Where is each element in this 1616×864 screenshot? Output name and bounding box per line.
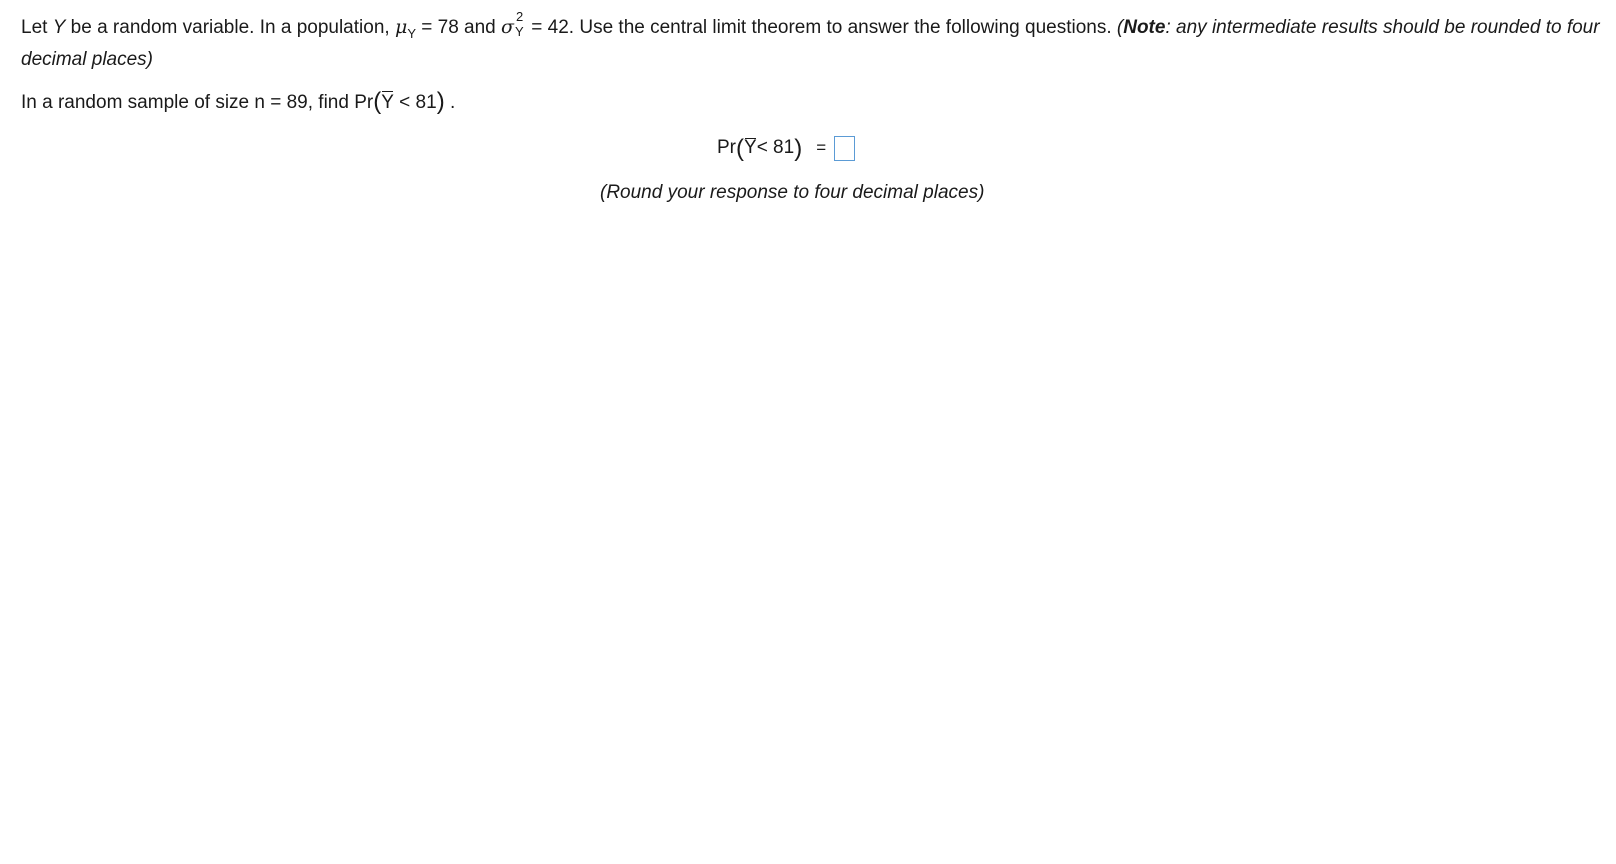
note-label: Note [1123,17,1166,38]
sigma-sup-sub [515,9,526,39]
answer-pr-label: Pr [717,137,736,158]
intro-text-2: be a random variable. In a population, [65,17,395,38]
question-suffix: . [449,92,456,113]
answer-ybar: Y [744,137,757,158]
answer-input[interactable] [834,136,855,161]
sigma-superscript: 2 [516,9,524,24]
sigma-subscript: Y [515,24,524,39]
variable-y: Y [52,17,66,38]
answer-paren-close: ) [794,135,803,162]
round-instruction: (Round your response to four decimal places) [600,182,985,203]
problem-statement [21,9,1601,75]
note-text: : any intermediate results should be rounded to four decimal places) [21,17,1600,70]
sigma-equation: = 42. Use the central limit theorem to answer the following questions. [526,17,1117,38]
sigma-symbol: σ [501,16,515,38]
question-prefix: In a random sample of size n = 89, find Pr [21,92,374,113]
question-ybar: Y [381,90,394,116]
question-paren-close: ) [436,88,445,115]
answer-paren-open: ( [736,135,744,162]
question-paren-open: ( [373,88,382,115]
question-text [21,88,455,116]
mu-subscript: Y [407,26,416,41]
question-condition: < 81 [393,92,437,113]
answer-condition: < 81 [756,137,795,158]
answer-equals: = [816,138,827,157]
note-open-paren: ( [1116,17,1124,38]
intro-text-1: Let [21,17,53,38]
answer-row [717,134,855,162]
mu-equation: = 78 and [415,17,502,38]
mu-symbol: μ [394,16,408,38]
